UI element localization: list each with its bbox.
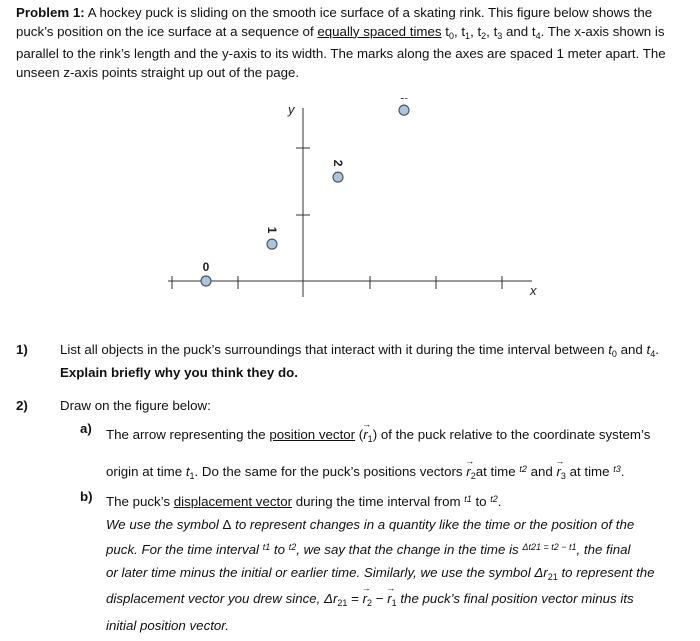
problem-label: Problem 1: — [16, 5, 85, 20]
puck-label-2: 2 — [331, 159, 345, 167]
displacement-vector-term: displacement vector — [173, 494, 293, 509]
puck-positions — [201, 98, 475, 286]
puck-marker-2 — [333, 172, 343, 182]
time-t2: t — [477, 23, 482, 39]
puck-marker-3 — [399, 105, 409, 115]
problem-text-a: A hockey puck is sliding on the smooth ice surface of a skating rink. This figure below shows the puck’s position on the ice surface at a sequence of — [16, 5, 653, 39]
delta-symbol: Δ — [222, 516, 232, 532]
puck-position-figure — [160, 98, 550, 298]
time-t4: t — [531, 23, 536, 39]
puck-label-3 — [397, 98, 411, 100]
question-2 — [16, 397, 688, 416]
question-2b: b) The puck’s displacement vector during the time interval from $^{t1}$ to $^{t2}$. We use the symbol Δ to represent changes in a quantity like the time or the position of the puck. For the time interval $^{t1}$ to $^{t2}$, we say that the change in the time is $^{\Delta t21 = t2 - t1}$, the final or later time minus the initial or earlier time. Similarly, we use the symbol $\Delta r_{21}$ to represent the displacement vector you drew since, $\Delta r_{21}$ = → $r_2$ − → $r_1$ the puck’s final position vector minus its initial position vector. — [60, 488, 690, 637]
time-t1: t — [461, 23, 466, 39]
q1-bold: Explain briefly why you think they do. — [60, 364, 298, 380]
x-axis-label: x — [530, 283, 537, 298]
puck-label-0: 0 — [202, 260, 210, 274]
time-t3: t — [493, 23, 498, 39]
y-axis-label: y — [288, 102, 295, 117]
puck-marker-0 — [201, 276, 211, 286]
q1-number: 1) — [16, 342, 28, 357]
time-t0: t — [445, 23, 449, 39]
question-2a: a) The arrow representing the position vector (→ $r_1$) of the puck relative to the coordinate system’s origin at time $t_1$. Do the same for the puck’s positions vectors → $r_2at$ time $^{t2}$ and → $r_3$ at time $^{t3}$. — [60, 420, 690, 491]
puck-marker-1 — [267, 239, 277, 249]
problem-text-b: The x-axis shown is parallel to the rink’s length and the y-axis to its width. The marks along the axes are spaced 1 meter apart. The unseen z-axis points straight up out of the page. — [16, 23, 666, 80]
question-1: 1) List all objects in the puck’s surroundings that interact with it during the time interval between $t_0$ and $t_4$. Explain briefly why you think they do. — [16, 342, 659, 380]
position-vector-term: position vector — [269, 427, 356, 442]
delta-t-equation: Δt21 = t2 − t1 — [522, 542, 577, 552]
q1-text: List all objects in the puck’s surroundings that interact with it during the time interval between — [60, 342, 605, 357]
puck-label-1: 1 — [265, 226, 279, 234]
equally-spaced-times: equally spaced times — [317, 23, 442, 39]
problem-statement: Problem 1: A hockey puck is sliding on the smooth ice surface of a skating rink. This figure below shows the puck’s position on the ice surface at a sequence of equally spaced times $t_0$, $t_1$, $t_2$, $t_3$ and $t_4$. The x-axis shown is parallel to the rink’s length and the y-axis to its width. The marks along the axes are spaced 1 meter apart. The unseen z-axis points straight up out of the page. — [16, 5, 666, 80]
q2-number: 2) — [16, 398, 28, 413]
q2-text: Draw on the figure below: — [60, 398, 211, 413]
